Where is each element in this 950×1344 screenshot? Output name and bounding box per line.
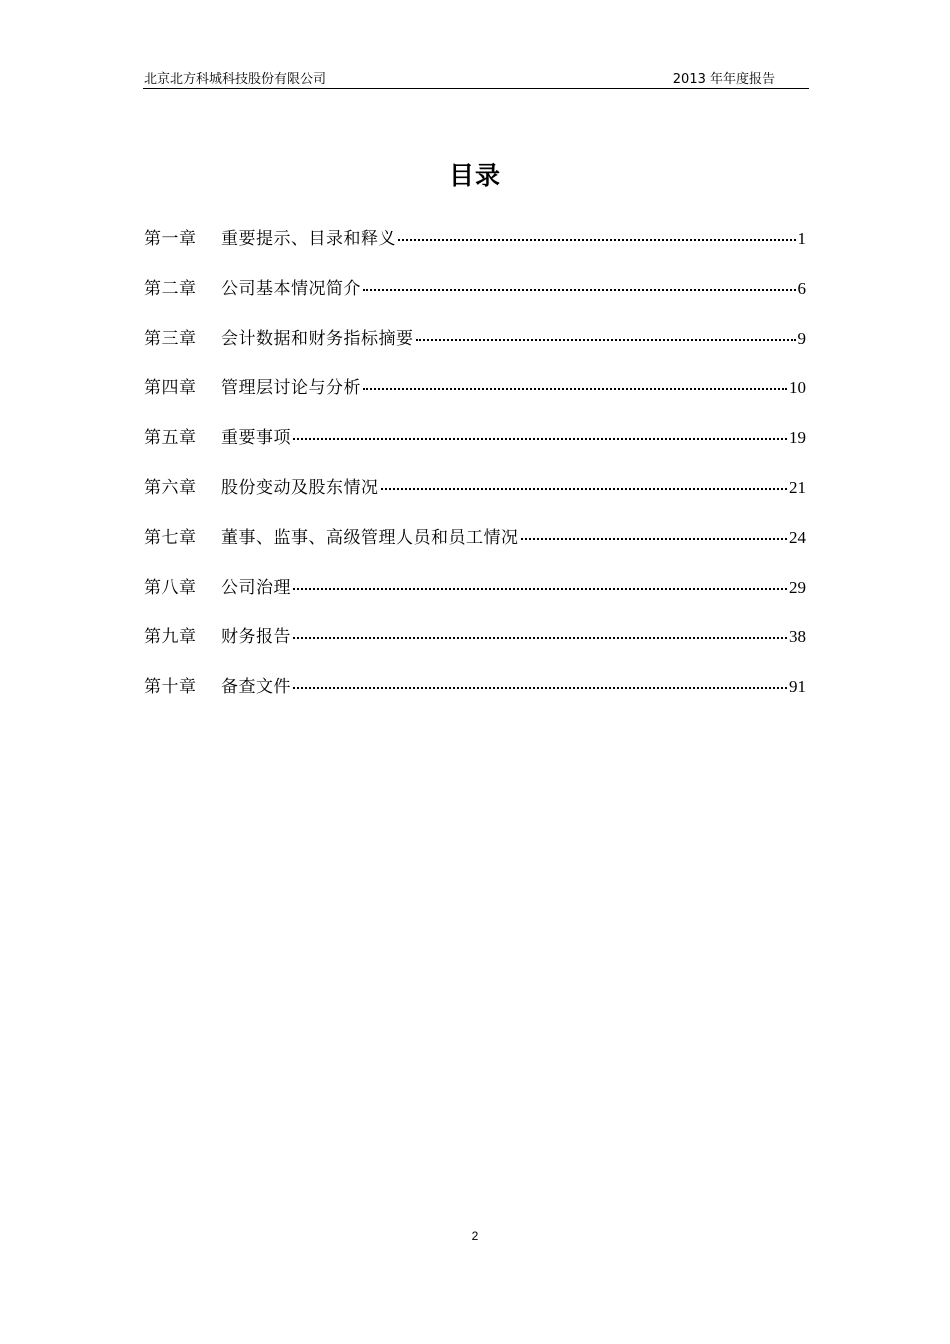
toc-page-number: 10 xyxy=(789,378,806,398)
toc-chapter-number: 第九章 xyxy=(144,627,197,648)
toc-page-number: 29 xyxy=(789,577,806,597)
toc-chapter-number: 第七章 xyxy=(144,527,197,548)
toc-chapter-number: 第五章 xyxy=(144,428,197,449)
toc-page-number: 24 xyxy=(789,527,806,547)
toc-chapter-number: 第一章 xyxy=(144,229,197,249)
page-footer-number: 2 xyxy=(471,1229,479,1243)
toc-chapter-number: 第三章 xyxy=(144,328,197,349)
toc-page-number: 1 xyxy=(797,229,806,248)
toc-leader-dots xyxy=(398,220,796,241)
toc-entry[interactable] xyxy=(144,326,806,376)
toc-chapter-title: 公司基本情况简介 xyxy=(221,278,361,299)
page-header xyxy=(143,62,809,89)
toc-leader-dots xyxy=(293,569,787,590)
toc-chapter-title: 股份变动及股东情况 xyxy=(221,477,379,498)
toc-leader-dots xyxy=(381,469,788,490)
toc-chapter-title: 会计数据和财务指标摘要 xyxy=(221,328,414,349)
toc-entry[interactable] xyxy=(144,276,806,326)
toc-page-number: 21 xyxy=(789,477,806,497)
toc-leader-dots xyxy=(363,270,796,291)
toc-page-number: 6 xyxy=(797,278,806,298)
toc-chapter-title: 备查文件 xyxy=(221,677,291,698)
toc-leader-dots xyxy=(363,369,787,390)
toc-leader-dots xyxy=(416,320,796,341)
toc-entry[interactable] xyxy=(144,525,806,575)
toc-leader-dots xyxy=(293,618,787,639)
toc-title: 目录 xyxy=(448,161,501,190)
toc-entry[interactable] xyxy=(144,575,806,625)
toc-chapter-title: 重要提示、目录和释义 xyxy=(221,229,396,249)
toc-entry[interactable] xyxy=(144,375,806,425)
toc-leader-dots xyxy=(521,519,788,540)
toc-chapter-number: 第八章 xyxy=(144,577,197,598)
toc-entry[interactable] xyxy=(144,475,806,525)
table-of-contents xyxy=(144,226,806,724)
toc-entry[interactable] xyxy=(144,226,806,276)
toc-chapter-number: 第六章 xyxy=(144,477,197,498)
toc-entry[interactable] xyxy=(144,425,806,475)
toc-chapter-title: 重要事项 xyxy=(221,428,291,449)
toc-chapter-title: 董事、监事、高级管理人员和员工情况 xyxy=(221,527,519,548)
toc-page-number: 19 xyxy=(789,428,806,448)
toc-chapter-title: 财务报告 xyxy=(221,627,291,648)
toc-leader-dots xyxy=(293,419,787,440)
header-report-title: 2013 年年度报告 xyxy=(672,72,775,87)
toc-page-number: 9 xyxy=(797,328,806,348)
toc-chapter-number: 第十章 xyxy=(144,677,197,698)
header-company-name: 北京北方科城科技股份有限公司 xyxy=(144,72,327,87)
toc-chapter-title: 管理层讨论与分析 xyxy=(221,378,361,399)
toc-entry[interactable] xyxy=(144,624,806,674)
toc-page-number: 91 xyxy=(789,677,806,697)
toc-chapter-number: 第四章 xyxy=(144,378,197,399)
toc-entry[interactable] xyxy=(144,674,806,724)
toc-page-number: 38 xyxy=(789,627,806,647)
toc-leader-dots xyxy=(293,668,787,689)
toc-chapter-number: 第二章 xyxy=(144,278,197,299)
toc-chapter-title: 公司治理 xyxy=(221,577,291,598)
